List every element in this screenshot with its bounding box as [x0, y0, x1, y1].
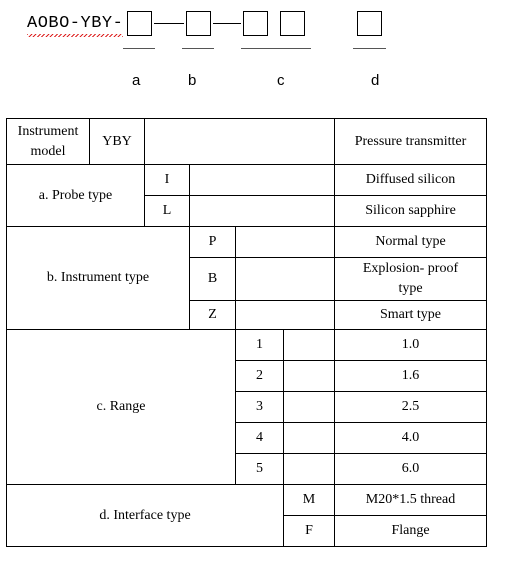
instrument-type-blank-1 — [236, 227, 335, 258]
row-probe-type-1 — [7, 165, 487, 196]
probe-type-label: a. Probe type — [7, 165, 145, 227]
probe-description-1: Diffused silicon — [335, 165, 487, 196]
probe-description-2: Silicon sapphire — [335, 196, 487, 227]
range-code-2: 2 — [236, 361, 284, 392]
instrument-model-code: YBY — [90, 119, 145, 165]
code-dash-1 — [154, 23, 184, 24]
range-code-1: 1 — [236, 330, 284, 361]
interface-description-2: Flange — [335, 516, 487, 547]
underline-b — [182, 48, 214, 49]
instrument-type-code-2: B — [190, 258, 236, 301]
code-box-d — [357, 11, 382, 36]
instrument-type-code-3: Z — [190, 301, 236, 330]
code-dash-2 — [213, 23, 241, 24]
probe-blank-2 — [190, 196, 335, 227]
probe-code-2: L — [145, 196, 190, 227]
row-instrument-type-1 — [7, 227, 487, 258]
range-code-5: 5 — [236, 454, 284, 485]
range-description-5: 6.0 — [335, 454, 487, 485]
code-box-a — [127, 11, 152, 36]
underline-d — [353, 48, 386, 49]
instrument-type-description-3: Smart type — [335, 301, 487, 330]
row-instrument-model — [7, 119, 487, 165]
spellcheck-underline — [27, 34, 123, 37]
label-c: c — [277, 72, 285, 89]
range-blank-5 — [284, 454, 335, 485]
instrument-type-label: b. Instrument type — [7, 227, 190, 330]
range-blank-4 — [284, 423, 335, 454]
row-interface-type-1 — [7, 485, 487, 516]
row-range-1 — [7, 330, 487, 361]
code-box-c2 — [280, 11, 305, 36]
range-description-2: 1.6 — [335, 361, 487, 392]
probe-code-1: I — [145, 165, 190, 196]
model-selection-table — [6, 118, 487, 547]
interface-code-2: F — [284, 516, 335, 547]
range-blank-2 — [284, 361, 335, 392]
instrument-type-blank-3 — [236, 301, 335, 330]
code-box-c1 — [243, 11, 268, 36]
range-blank-3 — [284, 392, 335, 423]
label-d: d — [371, 72, 380, 89]
range-description-4: 4.0 — [335, 423, 487, 454]
underline-a — [123, 48, 155, 49]
probe-blank-1 — [190, 165, 335, 196]
interface-code-1: M — [284, 485, 335, 516]
code-box-b — [186, 11, 211, 36]
interface-description-1: M20*1.5 thread — [335, 485, 487, 516]
instrument-type-description-2: Explosion- proof type — [335, 258, 487, 301]
instrument-model-description: Pressure transmitter — [335, 119, 487, 165]
instrument-type-description-1: Normal type — [335, 227, 487, 258]
range-description-1: 1.0 — [335, 330, 487, 361]
range-code-4: 4 — [236, 423, 284, 454]
instrument-model-label: Instrument model — [7, 119, 90, 165]
underline-c — [241, 48, 311, 49]
instrument-model-blank — [145, 119, 335, 165]
label-b: b — [188, 72, 197, 89]
range-description-3: 2.5 — [335, 392, 487, 423]
interface-type-label: d. Interface type — [7, 485, 284, 547]
model-code-prefix-text: AOBO-YBY- — [27, 14, 124, 33]
range-label: c. Range — [7, 330, 236, 485]
range-code-3: 3 — [236, 392, 284, 423]
range-blank-1 — [284, 330, 335, 361]
instrument-type-code-1: P — [190, 227, 236, 258]
label-a: a — [132, 72, 141, 89]
instrument-type-blank-2 — [236, 258, 335, 301]
model-code-prefix — [27, 14, 123, 33]
